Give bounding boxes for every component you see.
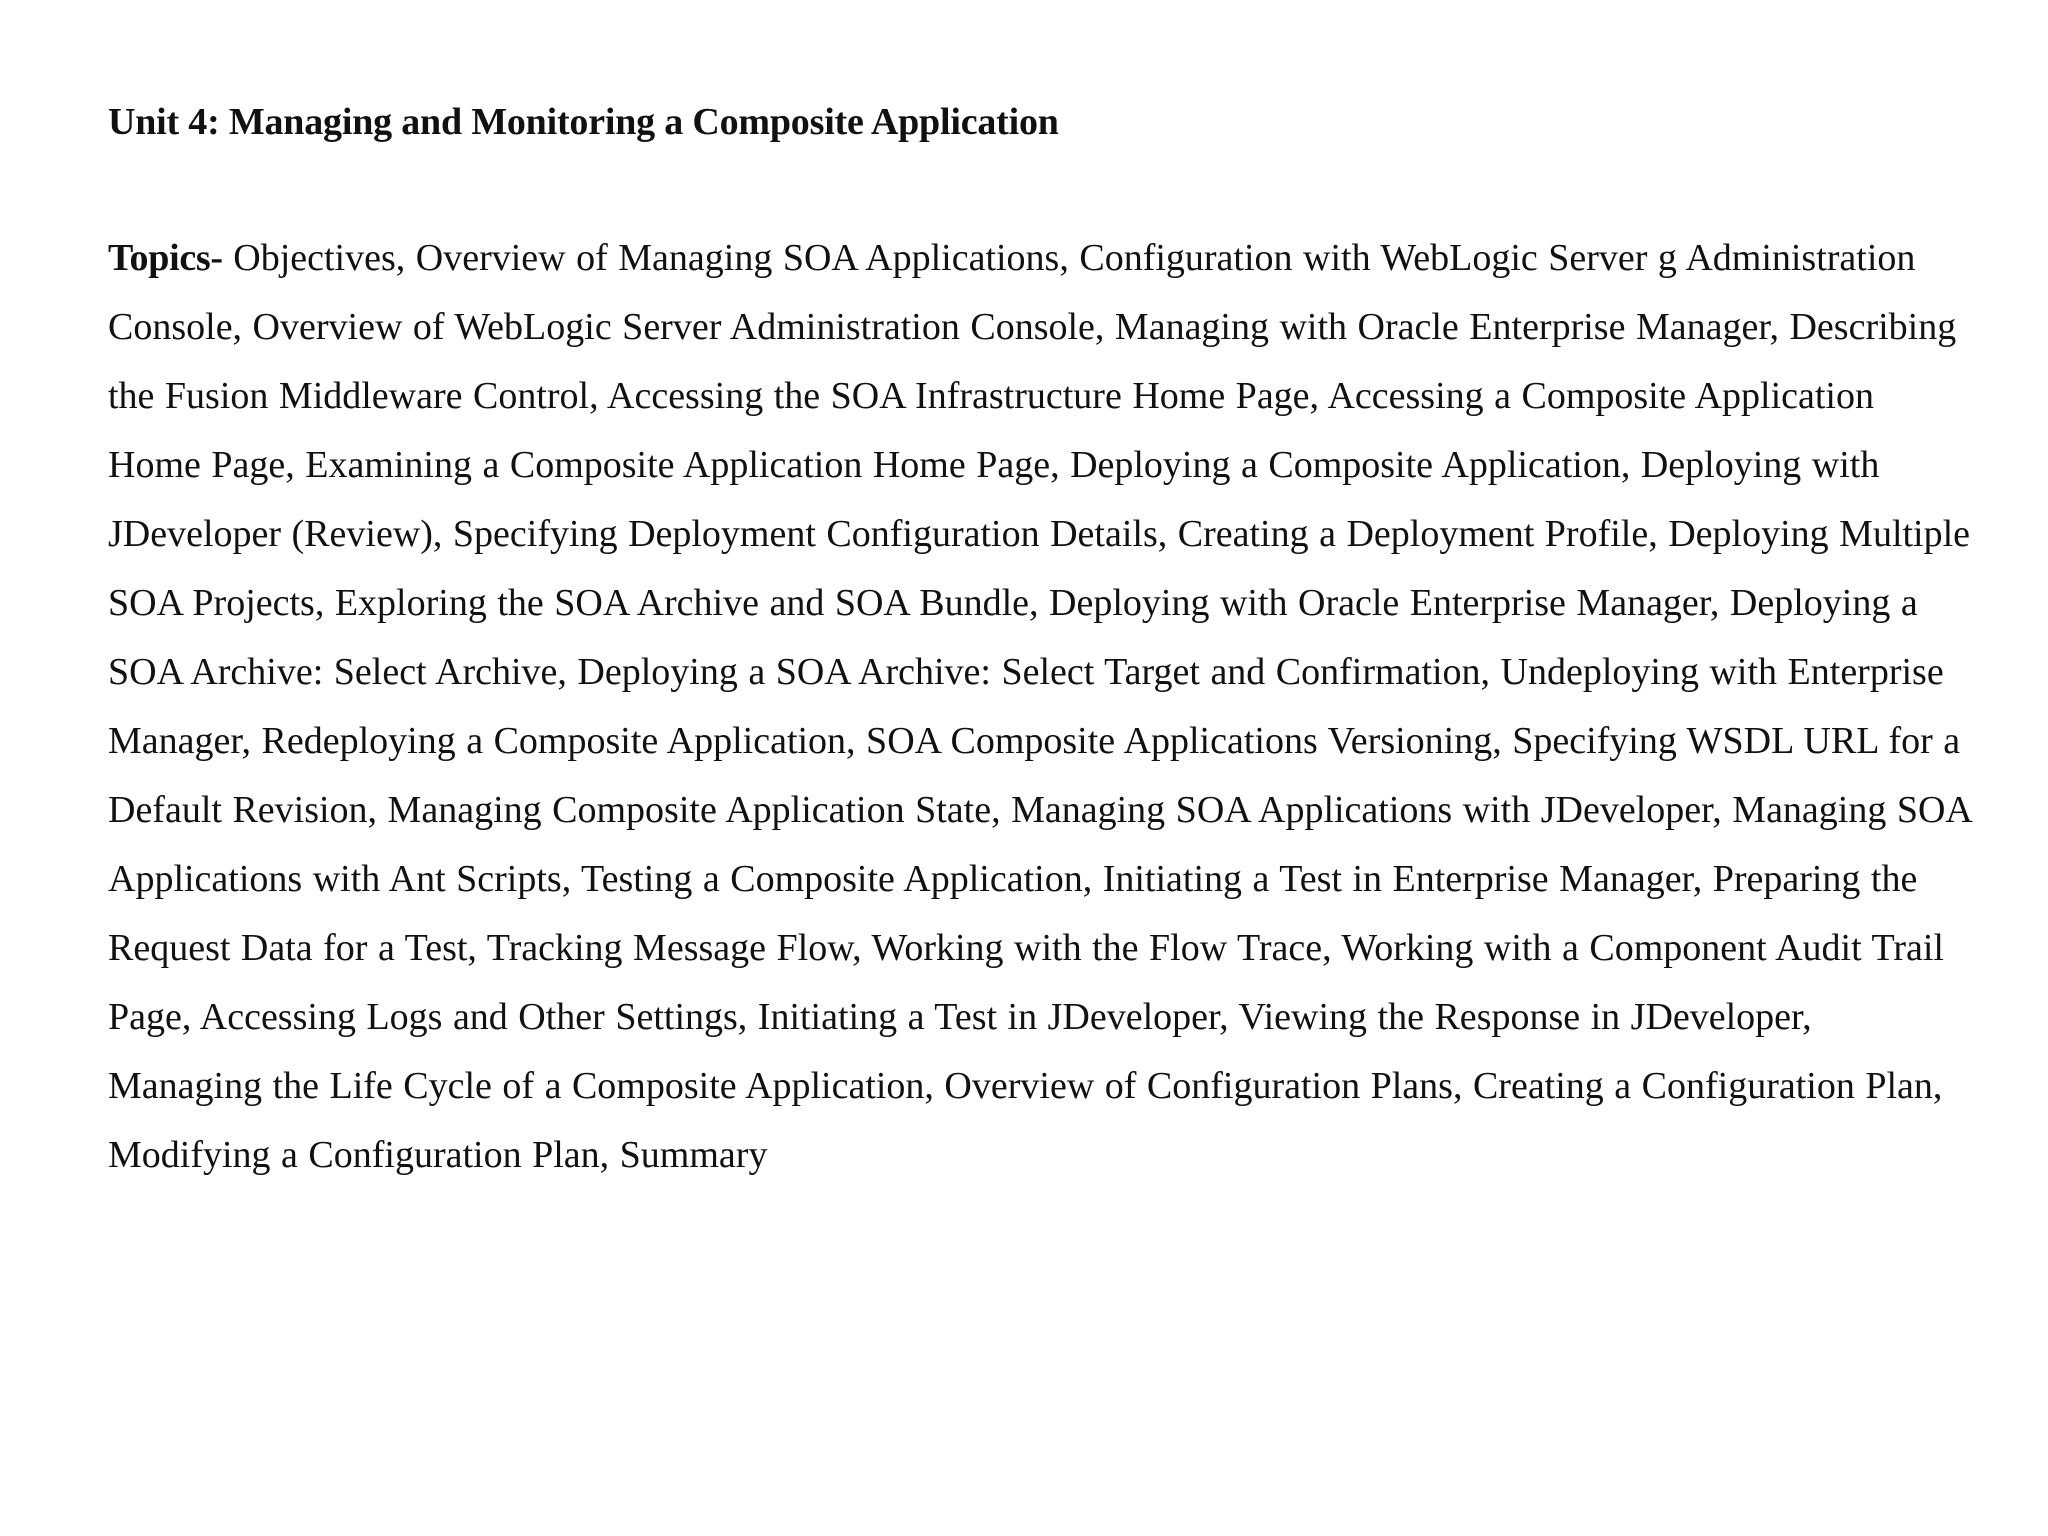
topics-list-text: Objectives, Overview of Managing SOA Applications, Configuration with WebLogic Server g Administration Console, Overview of WebLogic Server Administration Console, Managing with Oracle Enterprise Manager, Describing the Fusion Middleware Control, Accessing the SOA Infrastructure Home Page, Accessing a Composite Application Home Page, Examining a Composite Application Home Page, Deploying a Composite Application, Deploying with JDeveloper (Review), Specifying Deployment Configuration Details, Creating a Deployment Profile, Deploying Multiple SOA Projects, Exploring the SOA Archive and SOA Bundle, Deploying with Oracle Enterprise Manager, Deploying a SOA Archive: Select Archive, Deploying a SOA Archive: Select Target and Confirmation, Undeploying with Enterprise Manager, Redeploying a Composite Application, SOA Composite Applications Versioning, Specifying WSDL URL for a Default Revision, Managing Composite Application State, Managing SOA Applications with JDeveloper, Managing SOA Applications with Ant Scripts, Testing a Composite Application, Initiating a Test in Enterprise Manager, Preparing the Request Data for a Test, Tracking Message Flow, Working with the Flow Trace, Working with a Component Audit Trail Page, Accessing Logs and Other Settings, Initiating a Test in JDeveloper, Viewing the Response in JDeveloper, Managing the Life Cycle of a Composite Application, Overview of Configuration Plans, Creating a Configuration Plan, Modifying a Configuration Plan, Summary <box>108 236 1971 1176</box>
topics-paragraph <box>108 224 1976 1190</box>
topics-label: Topics- <box>108 236 223 279</box>
unit-heading: Unit 4: Managing and Monitoring a Composite Application <box>108 101 1059 143</box>
